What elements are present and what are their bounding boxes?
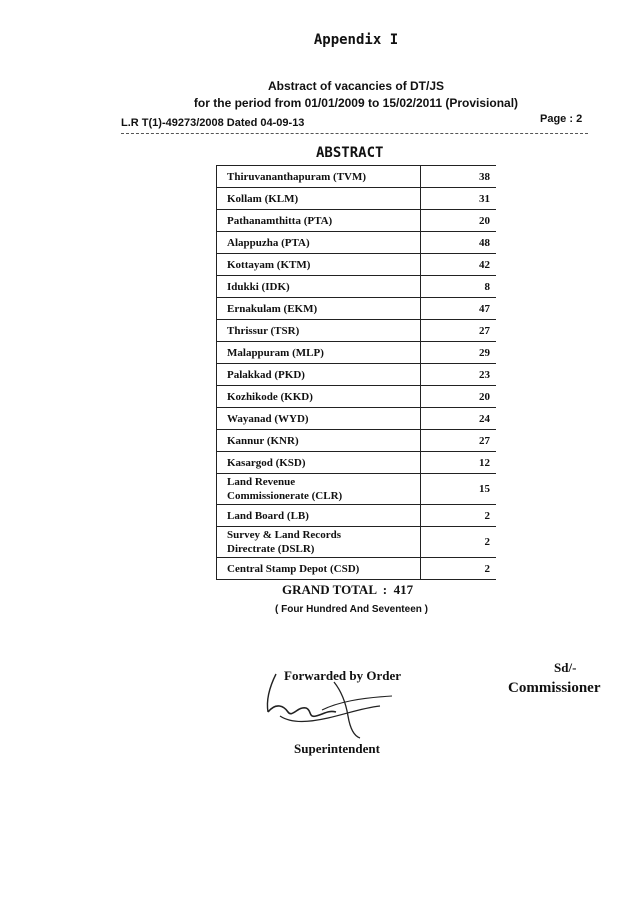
vacancy-count: 8 — [421, 276, 496, 298]
table-row — [217, 342, 497, 364]
abstract-heading: ABSTRACT — [316, 145, 384, 161]
table-row — [217, 364, 497, 386]
header-divider — [121, 133, 588, 134]
signature-icon — [262, 672, 412, 742]
superintendent-label: Superintendent — [294, 741, 380, 756]
abstract-table — [216, 165, 496, 580]
office-name: Thrissur (TSR) — [217, 320, 421, 342]
table-row — [217, 386, 497, 408]
office-name: Kollam (KLM) — [217, 188, 421, 210]
office-name: Kottayam (KTM) — [217, 254, 421, 276]
vacancy-count: 2 — [421, 558, 496, 580]
vacancy-count: 20 — [421, 386, 496, 408]
vacancy-count: 29 — [421, 342, 496, 364]
signed-mark: Sd/- — [554, 660, 577, 675]
office-name: Idukki (IDK) — [217, 276, 421, 298]
table-row — [217, 320, 497, 342]
reference-number: L.R T(1)-49273/2008 Dated 04-09-13 — [121, 117, 305, 129]
office-name: Malappuram (MLP) — [217, 342, 421, 364]
office-name: Wayanad (WYD) — [217, 408, 421, 430]
office-name-line: Land Revenue — [227, 476, 296, 488]
table-row — [217, 430, 497, 452]
office-name: Alappuzha (PTA) — [217, 232, 421, 254]
office-name: Pathanamthitta (PTA) — [217, 210, 421, 232]
table-row — [217, 558, 497, 580]
vacancy-count: 15 — [421, 474, 496, 505]
vacancy-count: 38 — [421, 166, 496, 188]
table-row — [217, 474, 497, 505]
vacancy-count: 48 — [421, 232, 496, 254]
vacancy-count: 12 — [421, 452, 496, 474]
office-name — [217, 474, 421, 505]
grand-total-words: ( Four Hundred And Seventeen ) — [275, 604, 428, 615]
document-subtitle: Abstract of vacancies of DT/JS — [267, 79, 445, 93]
document-title: Appendix I — [313, 32, 399, 48]
office-name: Thiruvananthapuram (TVM) — [217, 166, 421, 188]
office-name: Kannur (KNR) — [217, 430, 421, 452]
page-number: Page : 2 — [540, 113, 583, 125]
office-name: Palakkad (PKD) — [217, 364, 421, 386]
table-row — [217, 452, 497, 474]
vacancy-count: 2 — [421, 505, 496, 527]
office-name-line: Survey & Land Records — [227, 529, 341, 541]
table-row — [217, 298, 497, 320]
office-name: Land Board (LB) — [217, 505, 421, 527]
table-row — [217, 408, 497, 430]
table-row — [217, 527, 497, 558]
vacancy-count: 31 — [421, 188, 496, 210]
table-row — [217, 232, 497, 254]
table-row — [217, 210, 497, 232]
office-name-line: Directrate (DSLR) — [227, 543, 315, 555]
table-row — [217, 505, 497, 527]
office-name — [217, 527, 421, 558]
vacancy-count: 20 — [421, 210, 496, 232]
vacancy-count: 24 — [421, 408, 496, 430]
office-name: Kozhikode (KKD) — [217, 386, 421, 408]
office-name: Central Stamp Depot (CSD) — [217, 558, 421, 580]
vacancy-count: 2 — [421, 527, 496, 558]
office-name: Ernakulam (EKM) — [217, 298, 421, 320]
vacancy-count: 42 — [421, 254, 496, 276]
office-name-line: Commissionerate (CLR) — [227, 490, 343, 502]
table-row — [217, 188, 497, 210]
commissioner-label: Commissioner — [508, 680, 601, 696]
grand-total: GRAND TOTAL : 417 — [282, 582, 414, 597]
office-name: Kasargod (KSD) — [217, 452, 421, 474]
vacancy-count: 23 — [421, 364, 496, 386]
vacancy-count: 47 — [421, 298, 496, 320]
table-row — [217, 276, 497, 298]
forwarded-by-order: Forwarded by Order — [284, 668, 401, 683]
document-period: for the period from 01/01/2009 to 15/02/2011 (Provisional) — [193, 96, 519, 110]
vacancy-count: 27 — [421, 320, 496, 342]
vacancy-count: 27 — [421, 430, 496, 452]
table-row — [217, 166, 497, 188]
table-row — [217, 254, 497, 276]
